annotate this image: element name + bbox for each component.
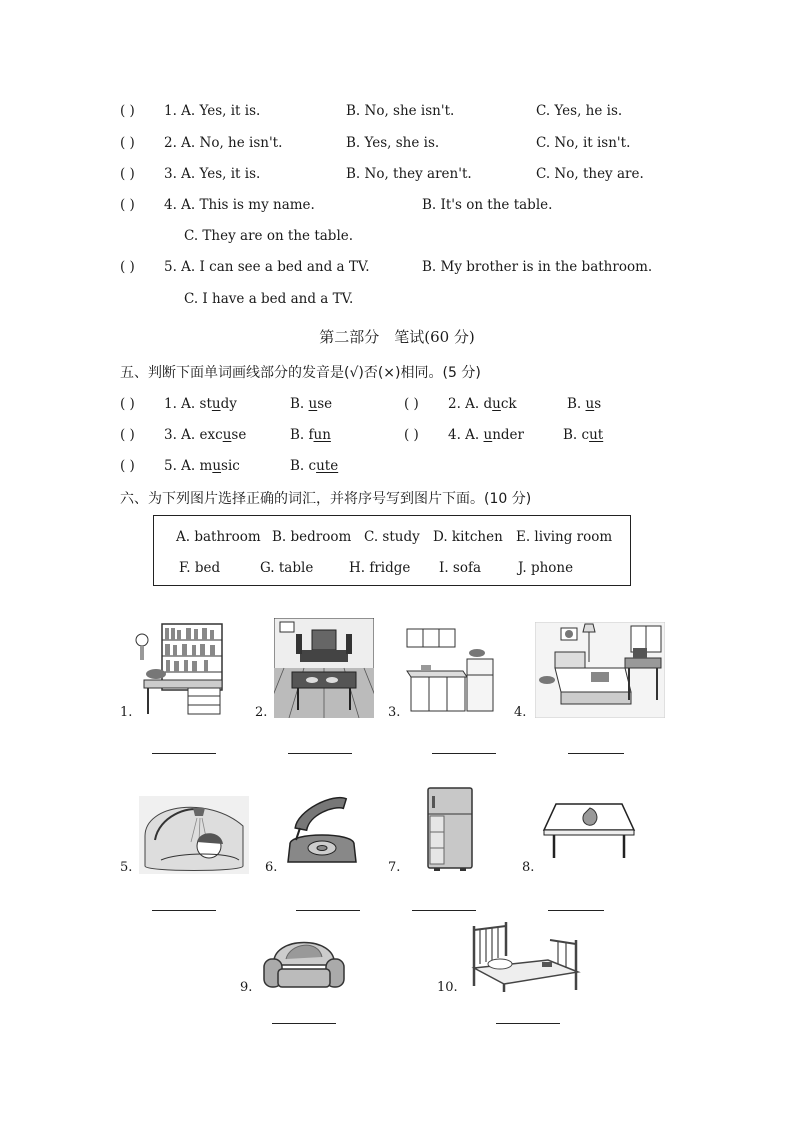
answer-blank[interactable]: [288, 753, 352, 754]
option-a: 5. A. I can see a bed and a TV.: [164, 259, 370, 275]
item-label: B.: [563, 427, 582, 443]
option-c: C. No, they are.: [536, 166, 644, 182]
phonics-word-a: [448, 427, 524, 443]
answer-paren[interactable]: ( ): [404, 396, 419, 412]
answer-paren[interactable]: ( ): [120, 458, 135, 474]
option-b: B. No, they aren't.: [346, 166, 472, 182]
underlined-letters: un: [313, 427, 331, 443]
item-label: 5. A.: [164, 458, 200, 474]
answer-paren[interactable]: ( ): [120, 103, 135, 119]
picture-number: 7.: [388, 860, 401, 875]
word-part: m: [199, 458, 213, 474]
word-part: c: [581, 427, 590, 443]
answer-paren[interactable]: ( ): [120, 427, 135, 443]
word-part: se: [231, 427, 247, 443]
option-a: 4. A. This is my name.: [164, 197, 315, 213]
answer-blank[interactable]: [152, 910, 216, 911]
word-option: F. bed: [179, 560, 221, 576]
underlined-letters: u: [585, 396, 595, 412]
option-a: 2. A. No, he isn't.: [164, 135, 283, 151]
word-part: se: [317, 396, 333, 412]
phonics-word-b: [567, 396, 601, 412]
word-part: dy: [220, 396, 237, 412]
word-part: sic: [221, 458, 240, 474]
listening-item-1: [120, 103, 680, 123]
answer-paren[interactable]: ( ): [404, 427, 419, 443]
answer-blank[interactable]: [568, 753, 624, 754]
word-part: ck: [500, 396, 517, 412]
kitchen-picture: [405, 625, 497, 715]
option-b: B. Yes, she is.: [346, 135, 440, 151]
option-c: C. Yes, he is.: [536, 103, 623, 119]
table-picture: [542, 800, 636, 862]
picture-number: 5.: [120, 860, 133, 875]
phonics-item-2: [404, 396, 419, 412]
word-option: I. sofa: [439, 560, 482, 576]
section-5-title: 五、判断下面单词画线部分的发音是(√)否(×)相同。(5 分): [120, 365, 481, 381]
living-room-picture: [274, 618, 374, 718]
answer-paren[interactable]: ( ): [120, 166, 135, 182]
picture-number: 2.: [255, 705, 268, 720]
answer-paren[interactable]: ( ): [120, 197, 135, 213]
answer-blank[interactable]: [272, 1023, 336, 1024]
phonics-item-4: [404, 427, 419, 443]
underlined-letters: ute: [316, 458, 339, 474]
underlined-letters: u: [211, 396, 221, 412]
word-option: D. kitchen: [433, 529, 503, 545]
answer-blank[interactable]: [432, 753, 496, 754]
option-b: B. No, she isn't.: [346, 103, 455, 119]
word-option: J. phone: [518, 560, 574, 576]
picture-number: 3.: [388, 705, 401, 720]
bed-picture: [466, 920, 582, 994]
answer-paren[interactable]: ( ): [120, 135, 135, 151]
item-label: B.: [290, 458, 309, 474]
answer-blank[interactable]: [496, 1023, 560, 1024]
option-c: C. They are on the table.: [184, 228, 354, 244]
underlined-letters: u: [308, 396, 318, 412]
word-bank: [153, 515, 631, 586]
underlined-letters: ut: [589, 427, 604, 443]
answer-blank[interactable]: [548, 910, 604, 911]
answer-blank[interactable]: [152, 753, 216, 754]
word-option: C. study: [364, 529, 420, 545]
bedroom-picture: [535, 622, 665, 718]
word-option: A. bathroom: [176, 529, 261, 545]
item-label: 4. A.: [448, 427, 484, 443]
phonics-item-5: [120, 458, 135, 474]
listening-item-5: [120, 259, 680, 279]
item-label: B.: [567, 396, 586, 412]
phonics-word-a: [448, 396, 517, 412]
underlined-letters: u: [483, 427, 493, 443]
phonics-word-b: [290, 396, 332, 412]
phonics-item-1: [120, 396, 135, 412]
fridge-picture: [426, 786, 474, 872]
word-part: c: [308, 458, 317, 474]
option-a: 3. A. Yes, it is.: [164, 166, 261, 182]
item-label: 1. A.: [164, 396, 200, 412]
phonics-word-b: [290, 427, 331, 443]
listening-item-2: [120, 135, 680, 155]
answer-paren[interactable]: ( ): [120, 396, 135, 412]
word-part: f: [308, 427, 314, 443]
picture-number: 6.: [265, 860, 278, 875]
word-part: nder: [492, 427, 524, 443]
picture-number: 1.: [120, 705, 133, 720]
bathroom-picture: [139, 796, 249, 874]
listening-item-3: [120, 166, 680, 186]
study-picture: [130, 618, 226, 718]
phone-picture: [286, 796, 358, 868]
answer-paren[interactable]: ( ): [120, 259, 135, 275]
word-option: E. living room: [516, 529, 613, 545]
underlined-letters: u: [212, 458, 222, 474]
picture-number: 8.: [522, 860, 535, 875]
listening-item-5-c: [120, 291, 680, 311]
picture-number: 9.: [240, 980, 253, 995]
phonics-word-a: [164, 427, 246, 443]
phonics-word-a: [164, 458, 240, 474]
word-part: s: [594, 396, 602, 412]
section-6-title: 六、为下列图片选择正确的词汇，并将序号写到图片下面。(10 分): [120, 491, 532, 507]
item-label: B.: [290, 427, 309, 443]
phonics-word-b: [563, 427, 603, 443]
option-b: B. It's on the table.: [422, 197, 553, 213]
word-part: exc: [199, 427, 223, 443]
word-part: d: [483, 396, 493, 412]
answer-blank[interactable]: [412, 910, 476, 911]
phonics-item-3: [120, 427, 135, 443]
phonics-word-a: [164, 396, 237, 412]
underlined-letters: u: [222, 427, 232, 443]
item-label: 2. A.: [448, 396, 484, 412]
listening-item-4: [120, 197, 680, 217]
word-option: H. fridge: [349, 560, 411, 576]
option-c: C. No, it isn't.: [536, 135, 631, 151]
option-c: C. I have a bed and a TV.: [184, 291, 354, 307]
picture-number: 10.: [437, 980, 458, 995]
phonics-word-b: [290, 458, 338, 474]
listening-item-4-c: [120, 228, 680, 248]
picture-number: 4.: [514, 705, 527, 720]
word-option: G. table: [260, 560, 314, 576]
word-part: st: [199, 396, 212, 412]
part-two-title: 第二部分 笔试(60 分): [319, 328, 475, 346]
sofa-picture: [260, 925, 348, 993]
option-b: B. My brother is in the bathroom.: [422, 259, 653, 275]
word-option: B. bedroom: [272, 529, 352, 545]
underlined-letters: u: [492, 396, 501, 412]
answer-blank[interactable]: [296, 910, 360, 911]
option-a: 1. A. Yes, it is.: [164, 103, 261, 119]
item-label: 3. A.: [164, 427, 200, 443]
item-label: B.: [290, 396, 309, 412]
